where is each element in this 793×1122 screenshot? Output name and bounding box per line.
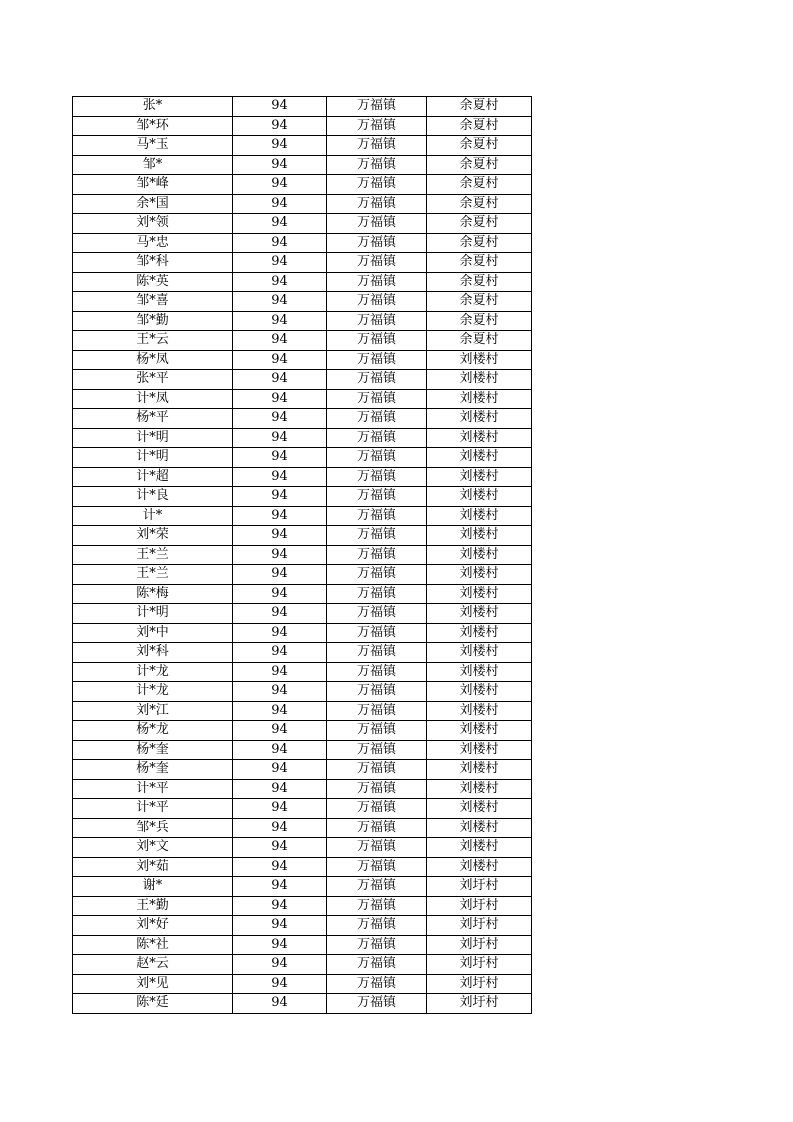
town-cell: 万福镇: [327, 760, 427, 780]
value-cell: 94: [233, 779, 327, 799]
value-cell: 94: [233, 662, 327, 682]
value-cell: 94: [233, 545, 327, 565]
value-cell: 94: [233, 955, 327, 975]
name-cell: 杨*平: [73, 409, 233, 429]
table-row: [73, 175, 532, 195]
name-cell: 计*龙: [73, 682, 233, 702]
name-cell: 邹*: [73, 155, 233, 175]
name-cell: 张*: [73, 97, 233, 117]
name-cell: 邹*喜: [73, 292, 233, 312]
town-cell: 万福镇: [327, 935, 427, 955]
name-cell: 陈*梅: [73, 584, 233, 604]
value-cell: 94: [233, 370, 327, 390]
town-cell: 万福镇: [327, 896, 427, 916]
name-cell: 刘*荣: [73, 526, 233, 546]
village-cell: 刘圩村: [427, 896, 532, 916]
table-row: [73, 526, 532, 546]
name-cell: 刘*领: [73, 214, 233, 234]
village-cell: 刘圩村: [427, 935, 532, 955]
village-cell: 余夏村: [427, 155, 532, 175]
table-row: [73, 643, 532, 663]
table-row: [73, 838, 532, 858]
table-row: [73, 389, 532, 409]
village-cell: 刘楼村: [427, 487, 532, 507]
name-cell: 邹*科: [73, 253, 233, 273]
value-cell: 94: [233, 506, 327, 526]
name-cell: 刘*茹: [73, 857, 233, 877]
name-cell: 计*明: [73, 428, 233, 448]
name-cell: 计*: [73, 506, 233, 526]
table-row: [73, 136, 532, 156]
village-cell: 刘楼村: [427, 545, 532, 565]
town-cell: 万福镇: [327, 545, 427, 565]
village-cell: 刘楼村: [427, 838, 532, 858]
town-cell: 万福镇: [327, 97, 427, 117]
village-cell: 余夏村: [427, 292, 532, 312]
table-row: [73, 896, 532, 916]
name-cell: 余*国: [73, 194, 233, 214]
table-row: [73, 584, 532, 604]
table-row: [73, 701, 532, 721]
name-cell: 杨*奎: [73, 760, 233, 780]
table-row: [73, 916, 532, 936]
name-cell: 计*良: [73, 487, 233, 507]
table-row: [73, 155, 532, 175]
value-cell: 94: [233, 389, 327, 409]
value-cell: 94: [233, 136, 327, 156]
town-cell: 万福镇: [327, 877, 427, 897]
table-row: [73, 428, 532, 448]
village-cell: 刘楼村: [427, 760, 532, 780]
village-cell: 余夏村: [427, 214, 532, 234]
value-cell: 94: [233, 155, 327, 175]
town-cell: 万福镇: [327, 740, 427, 760]
value-cell: 94: [233, 760, 327, 780]
town-cell: 万福镇: [327, 584, 427, 604]
value-cell: 94: [233, 896, 327, 916]
town-cell: 万福镇: [327, 409, 427, 429]
town-cell: 万福镇: [327, 974, 427, 994]
village-cell: 刘楼村: [427, 721, 532, 741]
name-cell: 刘*文: [73, 838, 233, 858]
value-cell: 94: [233, 350, 327, 370]
value-cell: 94: [233, 604, 327, 624]
table-row: [73, 760, 532, 780]
town-cell: 万福镇: [327, 116, 427, 136]
name-cell: 邹*环: [73, 116, 233, 136]
village-cell: 刘圩村: [427, 877, 532, 897]
town-cell: 万福镇: [327, 253, 427, 273]
value-cell: 94: [233, 916, 327, 936]
value-cell: 94: [233, 175, 327, 195]
name-cell: 刘*中: [73, 623, 233, 643]
value-cell: 94: [233, 448, 327, 468]
value-cell: 94: [233, 311, 327, 331]
table-row: [73, 779, 532, 799]
table-row: [73, 682, 532, 702]
town-cell: 万福镇: [327, 526, 427, 546]
value-cell: 94: [233, 428, 327, 448]
table-row: [73, 331, 532, 351]
town-cell: 万福镇: [327, 350, 427, 370]
village-cell: 余夏村: [427, 175, 532, 195]
table-row: [73, 565, 532, 585]
town-cell: 万福镇: [327, 857, 427, 877]
town-cell: 万福镇: [327, 448, 427, 468]
table-row: [73, 214, 532, 234]
name-cell: 王*勤: [73, 896, 233, 916]
name-cell: 陈*廷: [73, 994, 233, 1014]
town-cell: 万福镇: [327, 136, 427, 156]
town-cell: 万福镇: [327, 194, 427, 214]
village-cell: 刘楼村: [427, 682, 532, 702]
town-cell: 万福镇: [327, 487, 427, 507]
table-row: [73, 604, 532, 624]
table-row: [73, 955, 532, 975]
value-cell: 94: [233, 818, 327, 838]
table-body: [73, 97, 532, 1014]
value-cell: 94: [233, 97, 327, 117]
value-cell: 94: [233, 935, 327, 955]
name-cell: 陈*社: [73, 935, 233, 955]
town-cell: 万福镇: [327, 467, 427, 487]
table-row: [73, 506, 532, 526]
table-row: [73, 545, 532, 565]
town-cell: 万福镇: [327, 916, 427, 936]
village-cell: 刘圩村: [427, 974, 532, 994]
village-cell: 刘圩村: [427, 916, 532, 936]
table-row: [73, 370, 532, 390]
value-cell: 94: [233, 292, 327, 312]
table-row: [73, 116, 532, 136]
value-cell: 94: [233, 409, 327, 429]
village-cell: 刘楼村: [427, 409, 532, 429]
name-cell: 张*平: [73, 370, 233, 390]
table-row: [73, 877, 532, 897]
village-cell: 刘圩村: [427, 955, 532, 975]
village-cell: 刘楼村: [427, 643, 532, 663]
town-cell: 万福镇: [327, 604, 427, 624]
table-row: [73, 97, 532, 117]
table-row: [73, 292, 532, 312]
value-cell: 94: [233, 857, 327, 877]
name-cell: 马*忠: [73, 233, 233, 253]
table-row: [73, 448, 532, 468]
table-row: [73, 350, 532, 370]
village-cell: 刘楼村: [427, 604, 532, 624]
value-cell: 94: [233, 194, 327, 214]
village-cell: 刘楼村: [427, 350, 532, 370]
value-cell: 94: [233, 253, 327, 273]
name-cell: 计*龙: [73, 662, 233, 682]
village-cell: 余夏村: [427, 253, 532, 273]
table-row: [73, 272, 532, 292]
value-cell: 94: [233, 838, 327, 858]
town-cell: 万福镇: [327, 818, 427, 838]
name-cell: 计*超: [73, 467, 233, 487]
town-cell: 万福镇: [327, 389, 427, 409]
table-row: [73, 857, 532, 877]
town-cell: 万福镇: [327, 623, 427, 643]
town-cell: 万福镇: [327, 175, 427, 195]
table-row: [73, 662, 532, 682]
town-cell: 万福镇: [327, 155, 427, 175]
table-row: [73, 467, 532, 487]
village-cell: 刘楼村: [427, 584, 532, 604]
table-row: [73, 311, 532, 331]
table-row: [73, 487, 532, 507]
value-cell: 94: [233, 331, 327, 351]
town-cell: 万福镇: [327, 214, 427, 234]
town-cell: 万福镇: [327, 994, 427, 1014]
town-cell: 万福镇: [327, 838, 427, 858]
name-cell: 刘*好: [73, 916, 233, 936]
village-cell: 刘楼村: [427, 740, 532, 760]
town-cell: 万福镇: [327, 331, 427, 351]
table-row: [73, 818, 532, 838]
value-cell: 94: [233, 701, 327, 721]
town-cell: 万福镇: [327, 721, 427, 741]
table-row: [73, 409, 532, 429]
village-cell: 余夏村: [427, 136, 532, 156]
name-cell: 杨*奎: [73, 740, 233, 760]
village-cell: 刘楼村: [427, 526, 532, 546]
value-cell: 94: [233, 974, 327, 994]
village-cell: 余夏村: [427, 272, 532, 292]
name-cell: 计*明: [73, 604, 233, 624]
value-cell: 94: [233, 740, 327, 760]
village-cell: 余夏村: [427, 116, 532, 136]
village-cell: 刘楼村: [427, 370, 532, 390]
name-cell: 杨*龙: [73, 721, 233, 741]
table-row: [73, 623, 532, 643]
village-cell: 刘楼村: [427, 701, 532, 721]
name-cell: 刘*科: [73, 643, 233, 663]
data-table: [72, 96, 532, 1014]
name-cell: 杨*凤: [73, 350, 233, 370]
village-cell: 余夏村: [427, 97, 532, 117]
village-cell: 余夏村: [427, 311, 532, 331]
village-cell: 余夏村: [427, 194, 532, 214]
value-cell: 94: [233, 487, 327, 507]
village-cell: 余夏村: [427, 331, 532, 351]
village-cell: 刘楼村: [427, 799, 532, 819]
table-row: [73, 253, 532, 273]
village-cell: 刘楼村: [427, 389, 532, 409]
village-cell: 刘楼村: [427, 623, 532, 643]
value-cell: 94: [233, 877, 327, 897]
value-cell: 94: [233, 526, 327, 546]
village-cell: 刘楼村: [427, 565, 532, 585]
town-cell: 万福镇: [327, 311, 427, 331]
name-cell: 邹*勤: [73, 311, 233, 331]
name-cell: 计*凤: [73, 389, 233, 409]
value-cell: 94: [233, 565, 327, 585]
village-cell: 刘楼村: [427, 448, 532, 468]
village-cell: 刘楼村: [427, 662, 532, 682]
table-row: [73, 799, 532, 819]
name-cell: 王*兰: [73, 565, 233, 585]
village-cell: 刘圩村: [427, 994, 532, 1014]
value-cell: 94: [233, 467, 327, 487]
name-cell: 王*兰: [73, 545, 233, 565]
village-cell: 刘楼村: [427, 857, 532, 877]
name-cell: 邹*峰: [73, 175, 233, 195]
value-cell: 94: [233, 116, 327, 136]
table-row: [73, 233, 532, 253]
name-cell: 刘*见: [73, 974, 233, 994]
table-row: [73, 994, 532, 1014]
village-cell: 刘楼村: [427, 818, 532, 838]
table-row: [73, 194, 532, 214]
village-cell: 刘楼村: [427, 428, 532, 448]
value-cell: 94: [233, 214, 327, 234]
village-cell: 刘楼村: [427, 467, 532, 487]
town-cell: 万福镇: [327, 370, 427, 390]
village-cell: 刘楼村: [427, 779, 532, 799]
value-cell: 94: [233, 994, 327, 1014]
town-cell: 万福镇: [327, 779, 427, 799]
name-cell: 计*明: [73, 448, 233, 468]
name-cell: 陈*英: [73, 272, 233, 292]
value-cell: 94: [233, 233, 327, 253]
value-cell: 94: [233, 799, 327, 819]
name-cell: 王*云: [73, 331, 233, 351]
village-cell: 余夏村: [427, 233, 532, 253]
town-cell: 万福镇: [327, 272, 427, 292]
name-cell: 马*玉: [73, 136, 233, 156]
town-cell: 万福镇: [327, 506, 427, 526]
table-row: [73, 721, 532, 741]
town-cell: 万福镇: [327, 428, 427, 448]
table-row: [73, 740, 532, 760]
value-cell: 94: [233, 584, 327, 604]
town-cell: 万福镇: [327, 643, 427, 663]
town-cell: 万福镇: [327, 799, 427, 819]
value-cell: 94: [233, 682, 327, 702]
name-cell: 赵*云: [73, 955, 233, 975]
table-row: [73, 935, 532, 955]
name-cell: 邹*兵: [73, 818, 233, 838]
value-cell: 94: [233, 623, 327, 643]
town-cell: 万福镇: [327, 662, 427, 682]
town-cell: 万福镇: [327, 701, 427, 721]
value-cell: 94: [233, 643, 327, 663]
name-cell: 计*平: [73, 799, 233, 819]
town-cell: 万福镇: [327, 955, 427, 975]
value-cell: 94: [233, 721, 327, 741]
name-cell: 计*平: [73, 779, 233, 799]
town-cell: 万福镇: [327, 682, 427, 702]
town-cell: 万福镇: [327, 565, 427, 585]
name-cell: 谢*: [73, 877, 233, 897]
village-cell: 刘楼村: [427, 506, 532, 526]
name-cell: 刘*江: [73, 701, 233, 721]
value-cell: 94: [233, 272, 327, 292]
table-row: [73, 974, 532, 994]
town-cell: 万福镇: [327, 233, 427, 253]
town-cell: 万福镇: [327, 292, 427, 312]
